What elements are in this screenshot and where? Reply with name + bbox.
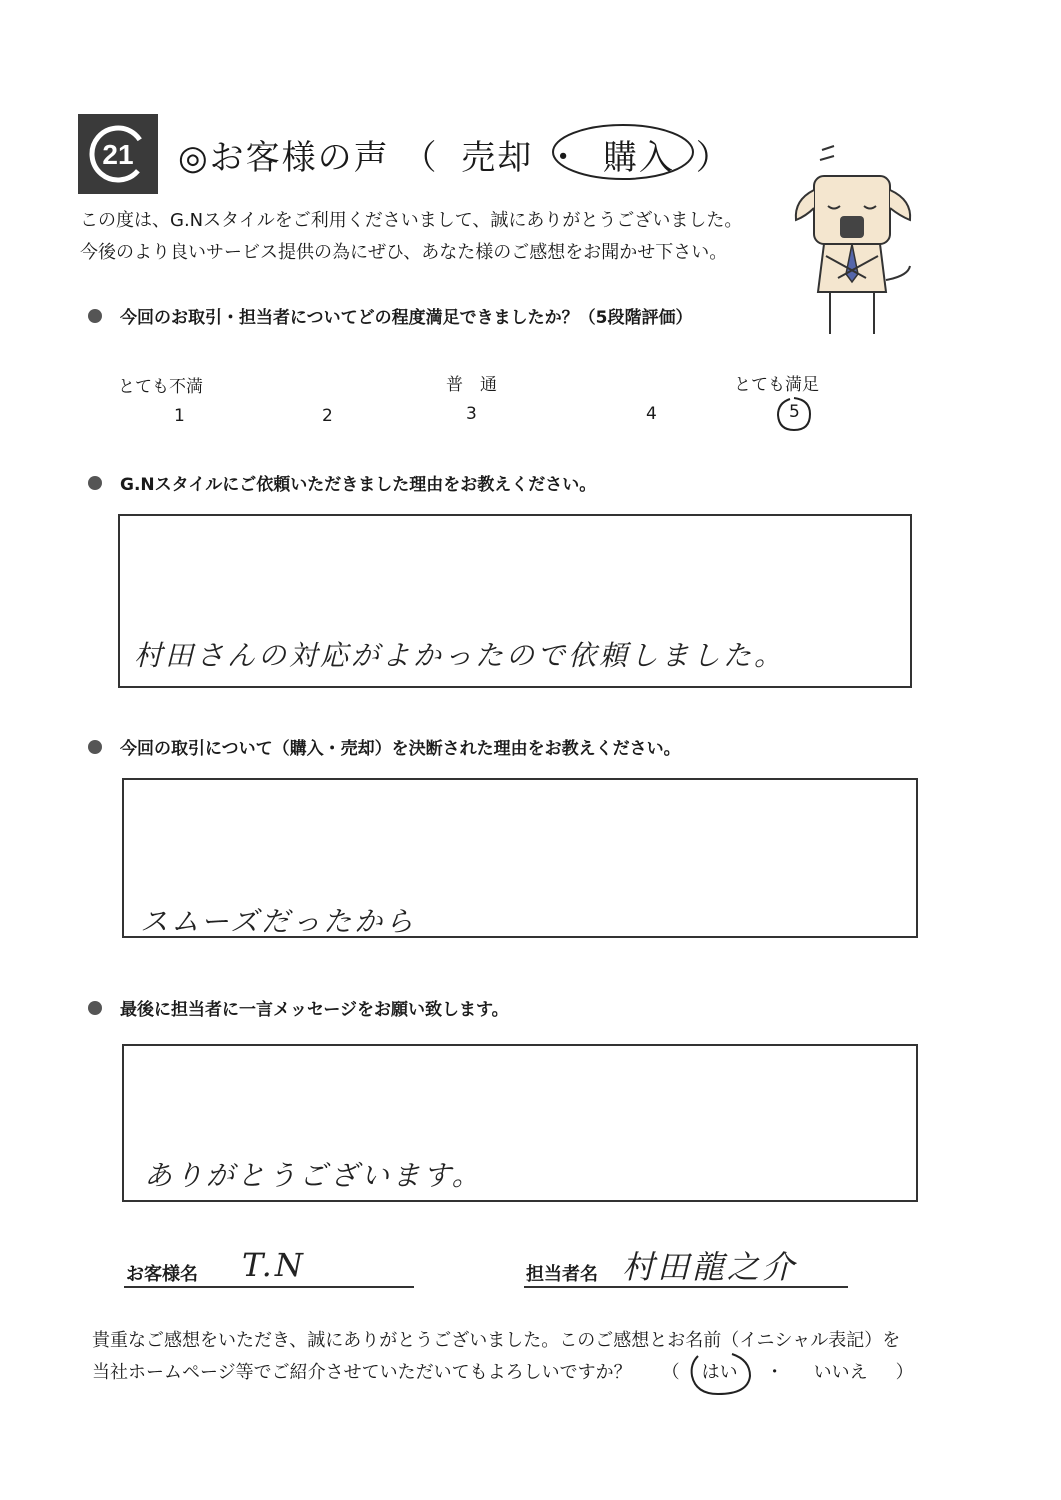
staff-name-value: 村田龍之介 bbox=[622, 1248, 798, 1286]
customer-name-value: T.N bbox=[242, 1246, 306, 1284]
answer-2-text: 村田さんの対応がよかったので依頼しました。 bbox=[134, 639, 786, 672]
answer-box-2[interactable] bbox=[118, 514, 912, 688]
title-prefix: ◎お客様の声 bbox=[178, 138, 390, 178]
staff-name-label: 担当者名 bbox=[526, 1264, 598, 1285]
logo-text: 21 bbox=[102, 139, 134, 170]
intro-line-1: この度は、G.Nスタイルをご利用くださいまして、誠にありがとうございました。 bbox=[80, 210, 743, 231]
answer-box-3[interactable] bbox=[122, 778, 918, 938]
footer-line-2 bbox=[92, 1358, 914, 1384]
option-separator: ・ bbox=[546, 138, 583, 178]
bullet-icon bbox=[88, 476, 102, 490]
consent-selection-circle bbox=[686, 1346, 756, 1402]
customer-name-field[interactable] bbox=[124, 1246, 414, 1288]
footer-paren-close: ） bbox=[895, 1362, 914, 1383]
title-paren-close: ） bbox=[695, 138, 732, 178]
scale-selection-circle bbox=[774, 394, 814, 434]
scale-option-5[interactable]: 5 bbox=[789, 402, 800, 422]
footer-paren-open: （ bbox=[661, 1362, 680, 1383]
scale-option-4[interactable]: 4 bbox=[646, 404, 657, 424]
question-2-text: G.Nスタイルにご依頼いただきました理由をお教えください。 bbox=[120, 475, 597, 495]
selected-option-circle bbox=[548, 118, 698, 184]
question-4 bbox=[88, 995, 509, 1020]
scale-option-1[interactable]: 1 bbox=[174, 406, 185, 426]
question-1 bbox=[88, 303, 693, 328]
consent-no[interactable]: いいえ bbox=[813, 1362, 868, 1383]
scale-label-mid: 普 通 bbox=[446, 375, 497, 395]
option-sell[interactable]: 売却 bbox=[461, 138, 534, 178]
question-1-text: 今回のお取引・担当者についてどの程度満足できましたか？（5段階評価） bbox=[120, 308, 693, 328]
scale-label-low: とても不満 bbox=[118, 377, 203, 397]
staff-name-field[interactable] bbox=[524, 1250, 848, 1288]
scale-option-2[interactable]: 2 bbox=[322, 406, 333, 426]
title-paren-open: （ bbox=[402, 138, 439, 178]
c21-logo bbox=[78, 114, 158, 194]
option-buy[interactable]: 購入 bbox=[602, 138, 675, 178]
footer-line-1: 貴重なご感想をいただき、誠にありがとうございました。このご感想とお名前（イニシャル表記）を bbox=[92, 1330, 901, 1351]
answer-4-text: ありがとうございます。 bbox=[144, 1159, 483, 1192]
answer-box-4[interactable] bbox=[122, 1044, 918, 1202]
question-2 bbox=[88, 470, 596, 495]
scale-option-3[interactable]: 3 bbox=[466, 404, 477, 424]
answer-3-text: スムーズだったから bbox=[140, 905, 417, 938]
customer-name-label: お客様名 bbox=[126, 1264, 198, 1285]
bullet-icon bbox=[88, 309, 102, 323]
footer-question: 当社ホームページ等でご紹介させていただいてもよろしいですか？ bbox=[92, 1362, 632, 1383]
question-3 bbox=[88, 734, 681, 759]
scale-label-high: とても満足 bbox=[734, 375, 819, 395]
question-3-text: 今回の取引について（購入・売却）を決断された理由をお教えください。 bbox=[120, 739, 681, 759]
intro-line-2: 今後のより良いサービス提供の為にぜひ、あなた様のご感想をお聞かせ下さい。 bbox=[80, 242, 728, 263]
c21-logo-icon bbox=[78, 114, 158, 194]
bullet-icon bbox=[88, 740, 102, 754]
dog-mascot-icon bbox=[782, 140, 922, 340]
bullet-icon bbox=[88, 1001, 102, 1015]
consent-yes[interactable]: はい bbox=[701, 1362, 738, 1383]
consent-separator: ・ bbox=[765, 1362, 784, 1383]
question-4-text: 最後に担当者に一言メッセージをお願い致します。 bbox=[120, 1000, 509, 1020]
